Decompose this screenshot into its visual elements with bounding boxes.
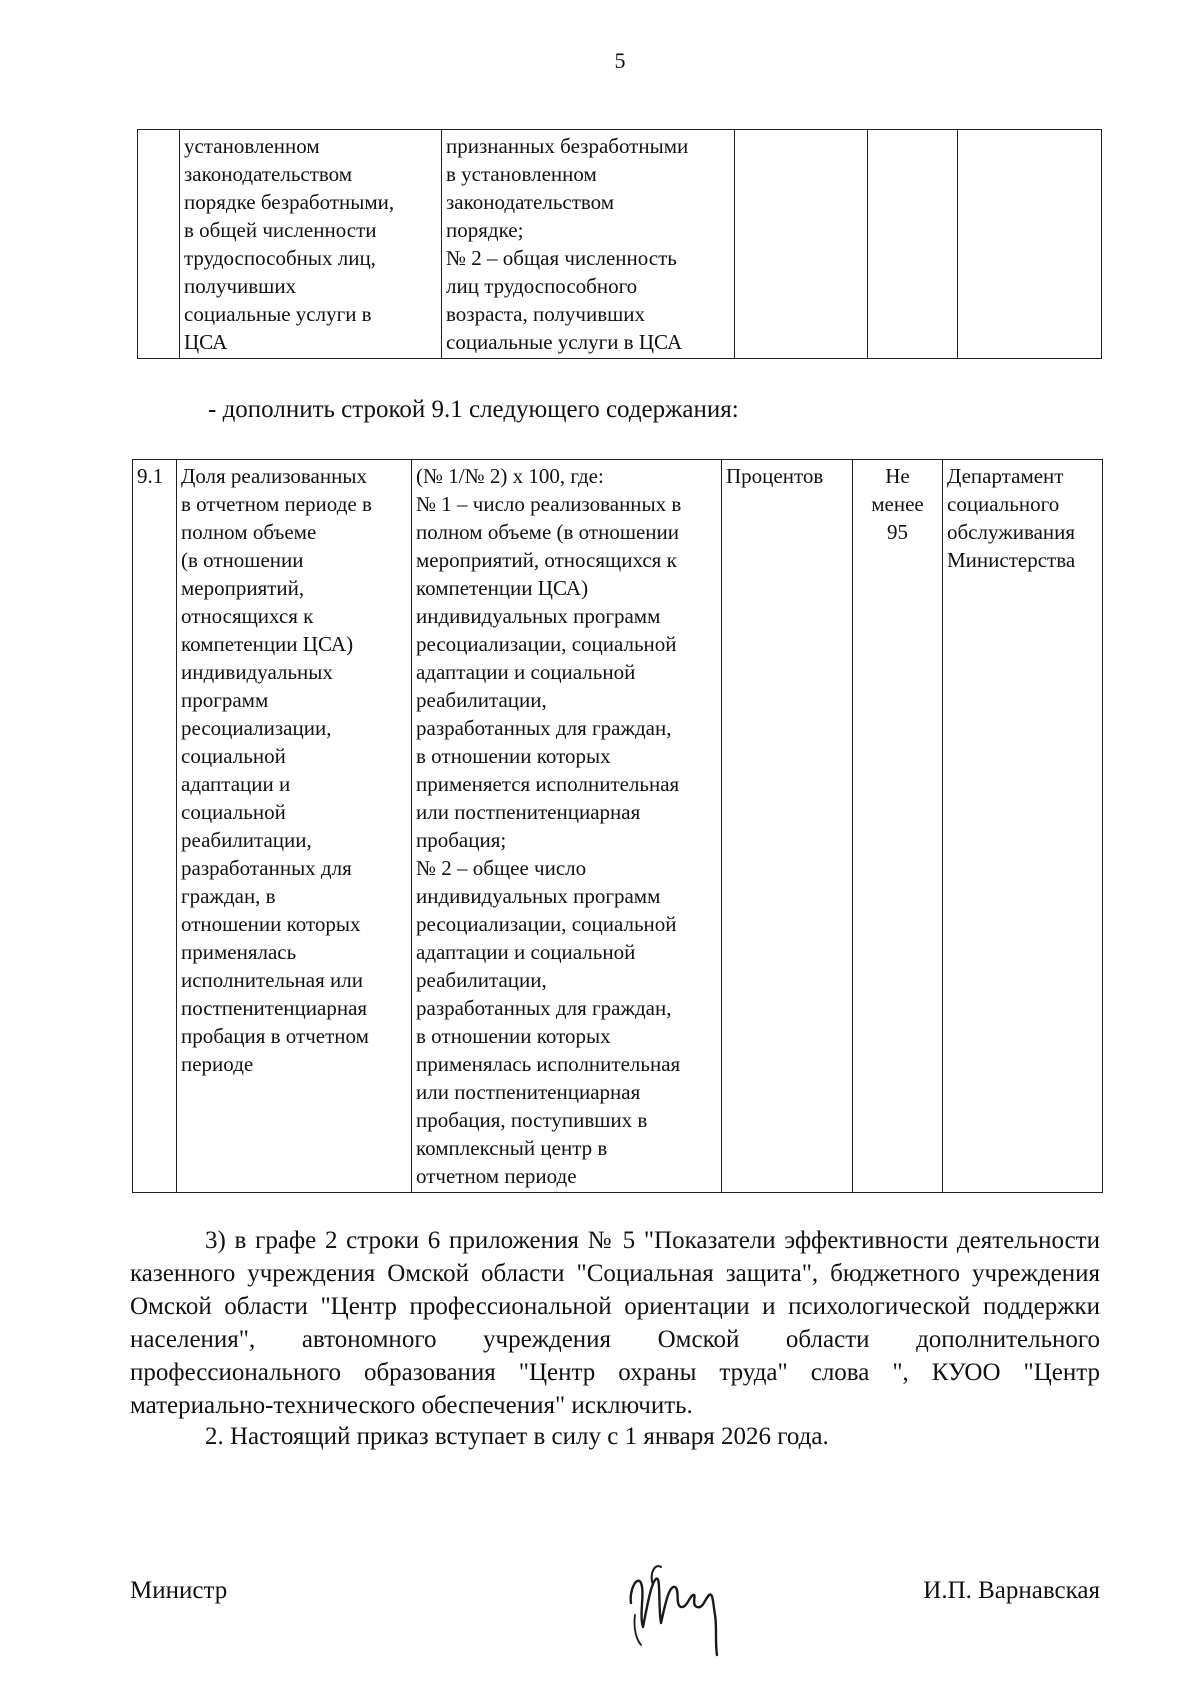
table-cell-unit [735, 130, 868, 359]
table-cell-formula: (№ 1/№ 2) х 100, где: № 1 – число реализованных в полном объеме (в отношении мероприятий, относящихся к компетенции ЦСА) индивидуальных программ ресоциализации, социальной адаптации и социальной реабилитации, разработанных для граждан, в отношении которых применяется исполнительная или постпенитенциарная пробация; № 2 – общее число индивидуальных программ ресоциализации, социальной адаптации и социальной реабилитации, разработанных для граждан, в отношении которых применялась исполнительная или постпенитенциарная пробация, поступивших в комплексный центр в отчетном периоде [412, 460, 722, 1193]
page-number: 5 [614, 48, 626, 73]
table-cell-formula: признанных безработными в установленном законодательством порядке; № 2 – общая численность лиц трудоспособного возраста, получивших социальные услуги в ЦСА [442, 130, 735, 359]
table-cell-number [138, 130, 180, 359]
table-row [133, 460, 1103, 1193]
clause-3-paragraph: 3) в графе 2 строки 6 приложения № 5 "Показатели эффективности деятельности казенного учреждения Омской области "Социальная защита", бюджетного учреждения Омской области "Центр профессиональной ориентации и психологической поддержки населения", автономного учреждения Омской области дополнительного профессионального образования "Центр охраны труда" слова ", КУОО "Центр материально-технического обеспечения" исключить. [130, 1227, 1100, 1419]
amendment-intro: - дополнить строкой 9.1 следующего содержания: [208, 396, 739, 423]
signatory-name: И.П. Варнавская [923, 1577, 1100, 1604]
table-cell-target: Не менее 95 [853, 460, 943, 1193]
clause-2-paragraph: 2. Настоящий приказ вступает в силу с 1 января 2026 года. [205, 1423, 829, 1450]
signatory-title: Министр [130, 1577, 228, 1604]
table-cell-unit: Процентов [722, 460, 853, 1193]
table-cell-responsible: Департамент социального обслуживания Министерства [943, 460, 1103, 1193]
table-cell-indicator: Доля реализованных в отчетном периоде в полном объеме (в отношении мероприятий, относящихся к компетенции ЦСА) индивидуальных программ ресоциализации, социальной адаптации и социальной реабилитации, разработанных для граждан, в отношении которых применялась исполнительная или постпенитенциарная пробация в отчетном периоде [177, 460, 412, 1193]
indicator-table-row-9-1 [132, 459, 1103, 1193]
table-cell-target [868, 130, 958, 359]
table-cell-number: 9.1 [133, 460, 177, 1193]
handwritten-signature [625, 1545, 745, 1660]
table-row [138, 130, 1102, 359]
table-cell-indicator: установленном законодательством порядке безработными, в общей численности трудоспособных лиц, получивших социальные услуги в ЦСА [180, 130, 442, 359]
indicator-table-continued [137, 129, 1102, 359]
table-cell-responsible [958, 130, 1102, 359]
